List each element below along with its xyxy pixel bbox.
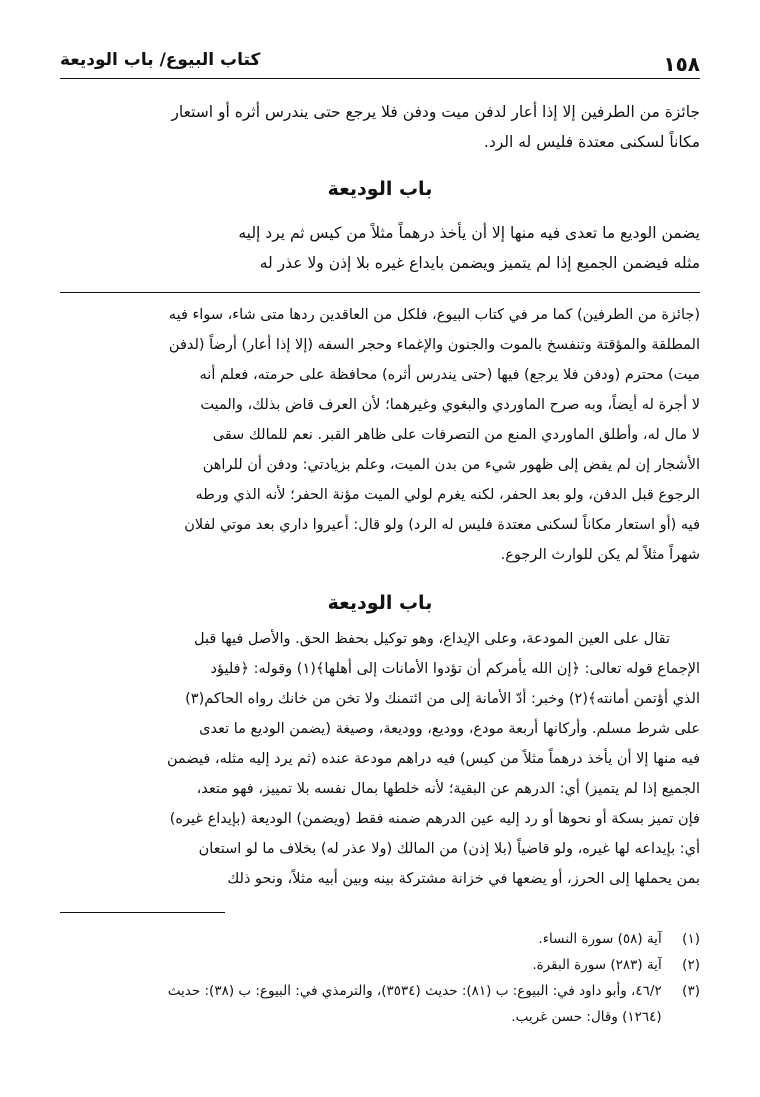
footnotes bbox=[60, 926, 700, 1030]
text-line: بمن يحملها إلى الحرز، أو يضعها في خزانة مشتركة بينه وبين أبيه مثلاً، ونحو ذلك bbox=[227, 871, 700, 887]
text-line: مثله فيضمن الجميع إذا لم يتميز ويضمن بايداع غيره بلا إذن ولا عذر له bbox=[259, 254, 700, 272]
text-line: الإجماع قوله تعالى: ﴿إن الله يأمركم أن تؤدوا الأمانات إلى أهلها﴾(١) وقوله: ﴿فليؤد bbox=[210, 661, 700, 677]
matn-ariya bbox=[60, 97, 700, 157]
footnote-number: (٢) bbox=[682, 957, 700, 973]
sharh-ariya bbox=[60, 300, 700, 570]
footnote bbox=[60, 952, 700, 978]
text-line: ميت) محترم (ودفن فلا يرجع) فيها (حتى يندرس أثره) محافظة على حرمته، فعلم أنه bbox=[199, 367, 700, 383]
text-line: (جائزة من الطرفين) كما مر في كتاب البيوع، فلكل من العاقدين ردها متى شاء، سواء فيه bbox=[168, 307, 700, 323]
page-header bbox=[60, 38, 700, 79]
text-line: فإن تميز بسكة أو نحوها أو رد إليه عين الدرهم ضمنه فقط (ويضمن) الوديعة (بإيداع غيره) bbox=[169, 811, 700, 827]
footnote-divider bbox=[60, 912, 225, 913]
text-line: فيه منها إلا أن يأخذ درهماً مثلاً من كيس) فيه دراهم مودعة عنده (ثم يرد إليه مثله، فيضمن bbox=[167, 751, 700, 767]
text-line: شهراً مثلاً لم يكن للوارث الرجوع. bbox=[500, 547, 700, 563]
footnote-text: (١٢٦٤) وقال: حسن غريب. bbox=[511, 1009, 662, 1025]
text-line: الأشجار إن لم يفض إلى ظهور شيء من بدن الميت، وعلم بزيادتي: ودفن أن للراهن bbox=[202, 457, 700, 473]
text-line: تقال على العين المودعة، وعلى الإيداع، وهو توكيل بحفظ الحق. والأصل فيها قبل bbox=[194, 631, 670, 647]
text-line: لا أجرة له أيضاً، وبه صرح الماوردي والبغوي وغيرهما؛ لأن العرف قاض بذلك، والميت bbox=[200, 397, 700, 413]
text-line: المطلقة والمؤقتة وتنفسخ بالموت والجنون والإغماء وحجر السفه (إلا إذا أعار) أرضاً (لدفن bbox=[168, 337, 700, 353]
text-line: على شرط مسلم. وأركانها أربعة مودع، ووديع، ووديعة، وصيغة (يضمن الوديع ما تعدى bbox=[199, 721, 700, 737]
text-line: لا مال له، وأطلق الماوردي المنع من التصرفات على ظاهر القبر. نعم للمالك سقى bbox=[212, 427, 700, 443]
matn-wadia bbox=[60, 218, 700, 278]
sharh-wadia bbox=[60, 624, 700, 894]
text-line: أي: بإيداعه لها غيره، ولو قاضياً (بلا إذن) من المالك (ولا عذر له) بخلاف ما لو استعان bbox=[198, 841, 700, 857]
text-line: يضمن الوديع ما تعدى فيه منها إلا أن يأخذ درهماً مثلاً من كيس ثم يرد إليه bbox=[238, 224, 700, 242]
matn-sharh-divider bbox=[60, 292, 700, 293]
page-number: ١٥٨ bbox=[663, 52, 700, 76]
footnote bbox=[60, 978, 700, 1004]
text-line: الجميع إذا لم يتميز) أي: الدرهم عن البقية؛ لأنه خلطها بمال نفسه بلا تمييز، فهو متعد، bbox=[196, 781, 700, 797]
footnote-text: آية (٥٨) سورة النساء. bbox=[538, 931, 662, 947]
text-line: الذي أؤتمن أمانته﴾(٢) وخبر: أدّ الأمانة إلى من ائتمنك ولا تخن من خانك رواه الحاكم(٣) bbox=[185, 691, 700, 707]
footnote-number: (١) bbox=[682, 931, 700, 947]
section-heading: باب الوديعة bbox=[327, 592, 433, 614]
text-line: فيه (أو استعار مكاناً لسكنى معتدة فليس له الرد) ولو قال: أعيروا داري بعد موتي لفلان bbox=[184, 517, 700, 533]
section-heading: باب الوديعة bbox=[327, 178, 433, 200]
running-title: كتاب البيوع/ باب الوديعة bbox=[60, 50, 261, 70]
footnote-text: ٤٦/٢، وأبو داود في: البيوع: ب (٨١): حديث (٣٥٣٤)، والترمذي في: البيوع: ب (٣٨): حديث bbox=[167, 983, 662, 999]
text-line: مكاناً لسكنى معتدة فليس له الرد. bbox=[483, 133, 700, 151]
footnote bbox=[60, 926, 700, 952]
footnote-number: (٣) bbox=[682, 983, 700, 999]
footnote bbox=[60, 1004, 700, 1030]
text-line: الرجوع قبل الدفن، ولو بعد الحفر، لكنه يغرم لولي الميت مؤنة الحفر؛ لأنه الذي ورطه bbox=[195, 487, 700, 503]
footnote-text: آية (٢٨٣) سورة البقرة. bbox=[532, 957, 662, 973]
text-line: جائزة من الطرفين إلا إذا أعار لدفن ميت ودفن فلا يرجع حتى يندرس أثره أو استعار bbox=[171, 103, 700, 121]
